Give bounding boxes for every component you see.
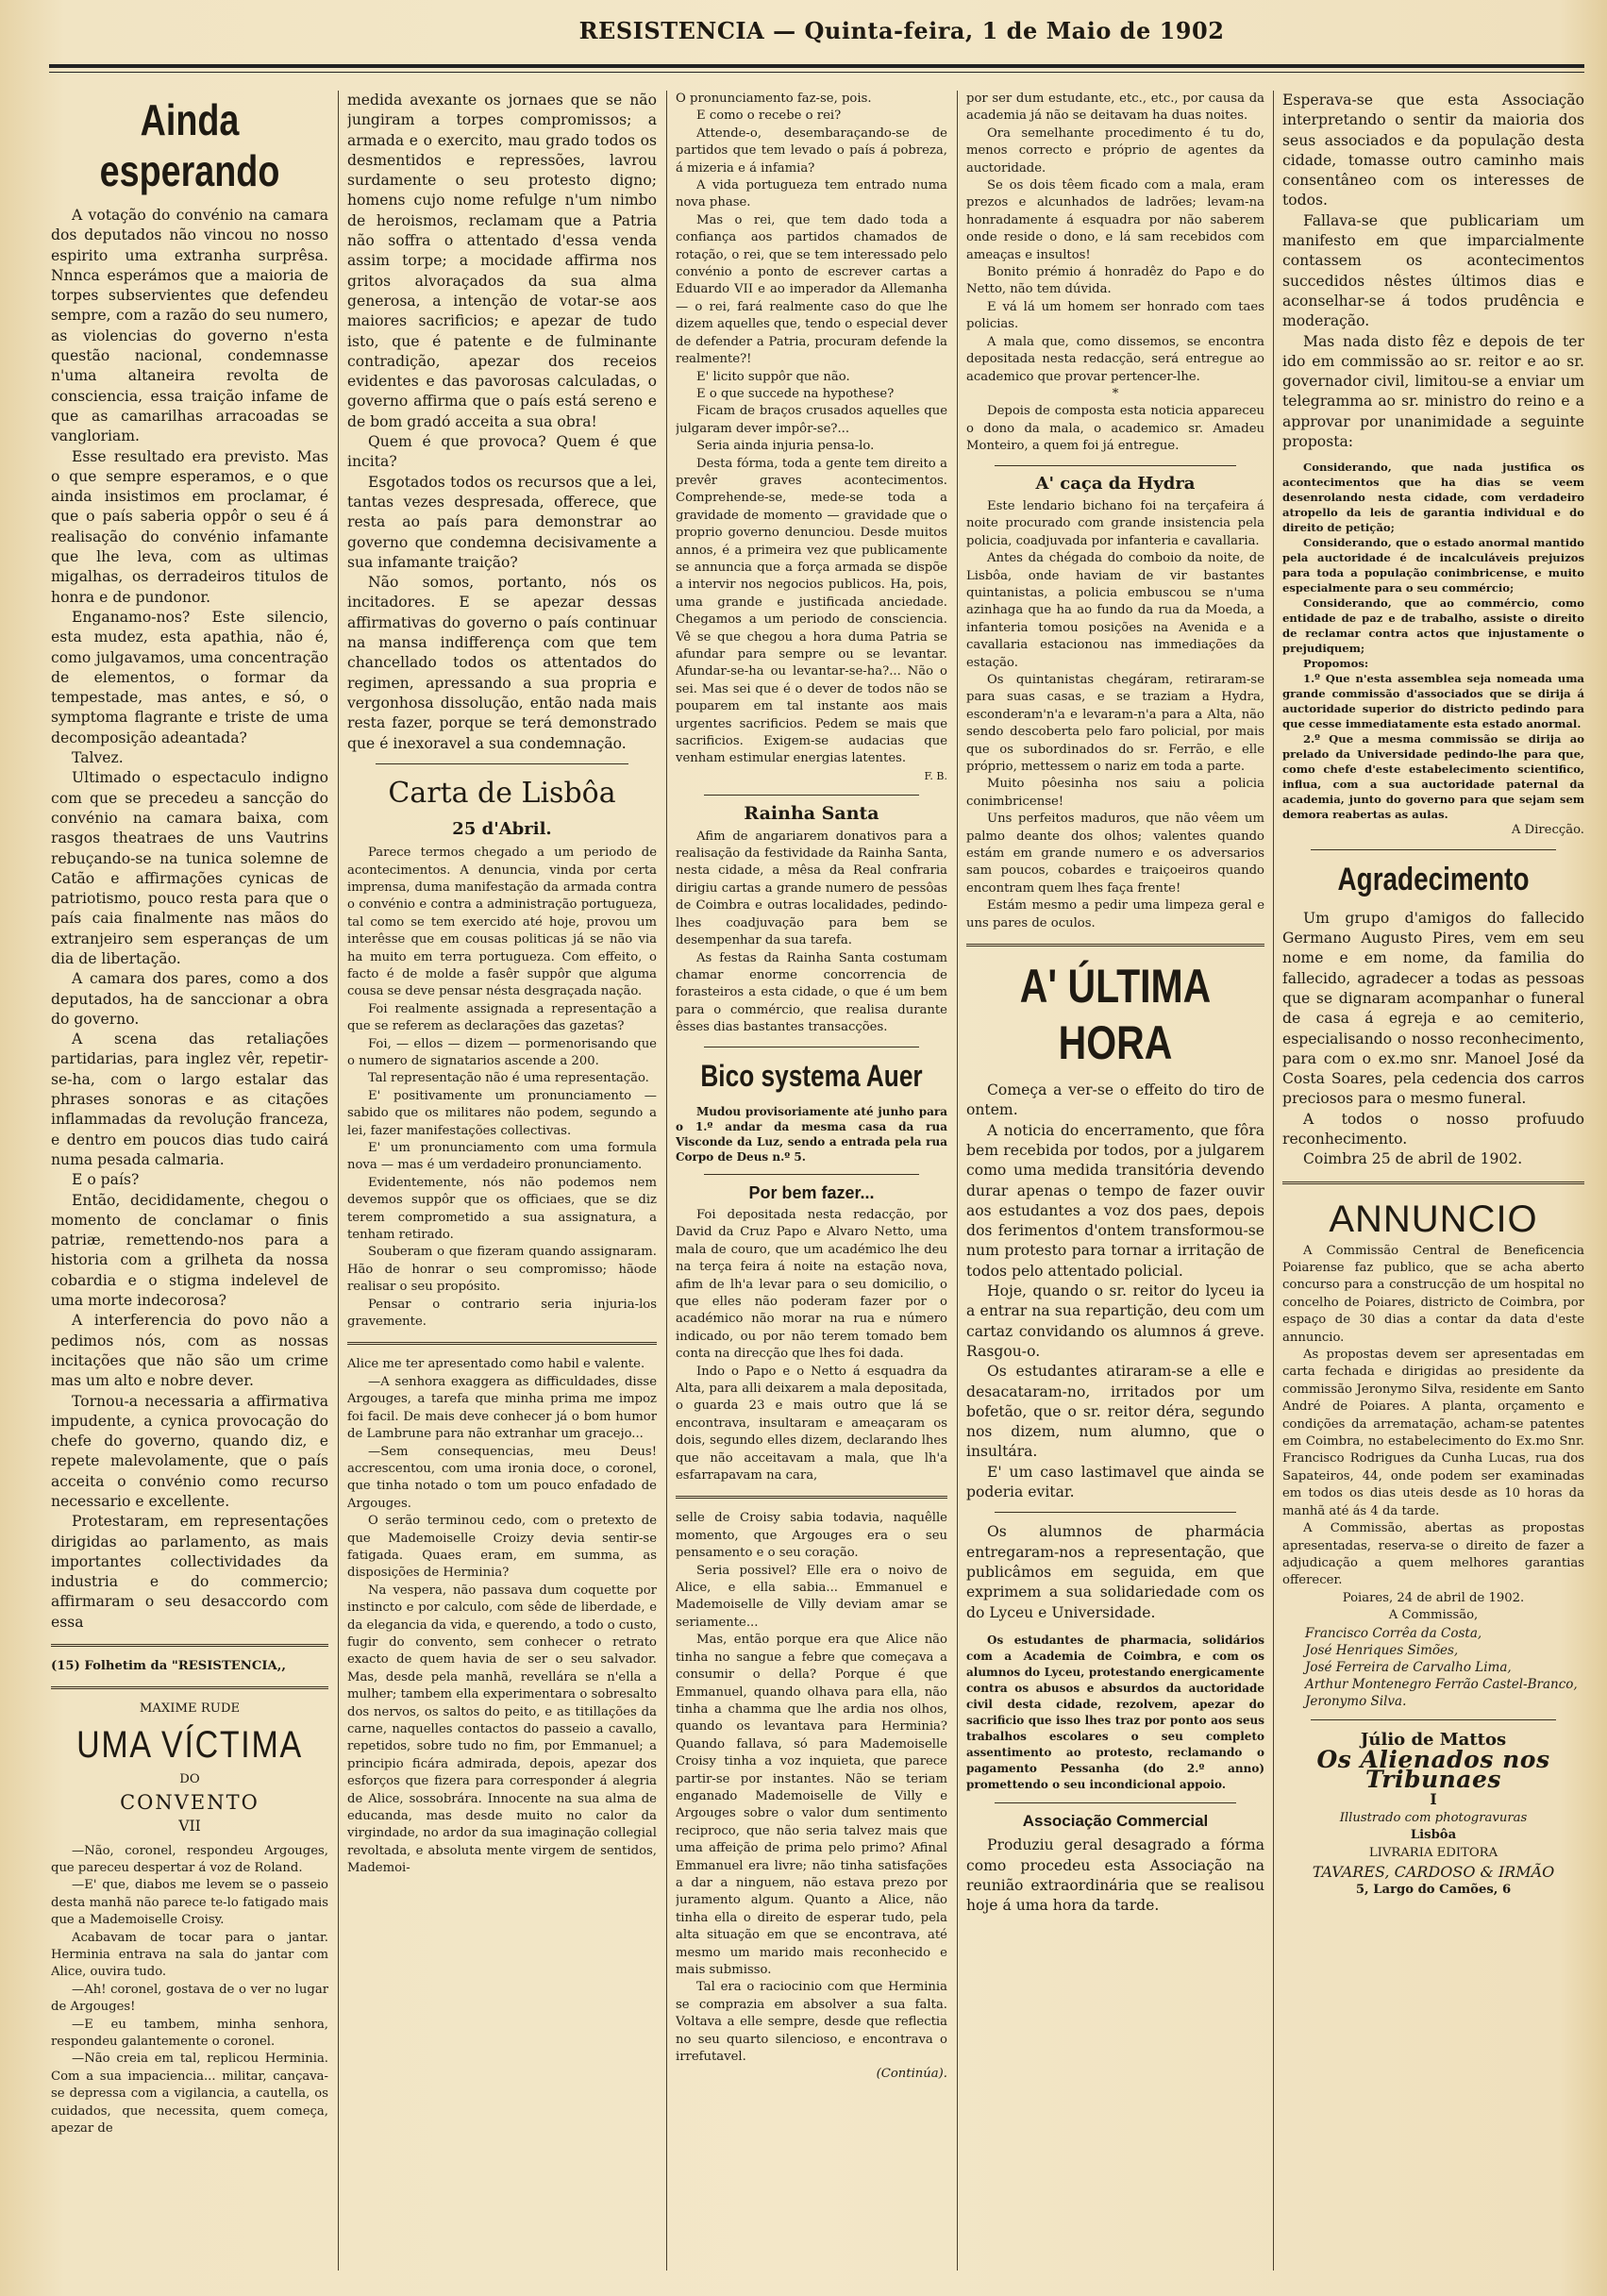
novel-body [347, 1356, 657, 1877]
paragraph: Enganamo-nos? Este silencio, esta mudez, esta apathia, não é, como julgavamos, uma concentração de elementos, o formar da tempestade, mas antes, e só, o symptoma flagrante e triste de uma decomposição adeantada? [51, 608, 328, 746]
paragraph: Mas nada disto fêz e depois de ter ido em commissão ao sr. reitor e ao sr. governador civil, limitou-se a enviar um telegramma ao sr. ministro do reino e a approvar por unanimidade a seguinte proposta: [1282, 332, 1584, 451]
paragraph: Considerando, que o estado anormal mantido pela auctoridade é de incalculáveis prejuizos para toda a população conimbricense, e muito especialmente para o seu commércio; [1282, 536, 1584, 595]
column-divider [957, 91, 958, 2271]
paragraph: Bonito prémio á honradêz do Papo e do Netto, não tem dúvida. [966, 265, 1264, 297]
book-volume: I [1430, 1790, 1437, 1809]
paragraph: —E' que, diabos me levem se o passeio desta manhã não parece te-lo fatigado mais que a Mademoiselle Croisy. [51, 1878, 328, 1928]
paragraph: A noticia do encerramento, que fôra bem recebida por todos, por a julgarem como uma medida transitória devendo durar apenas o tempo de fazer ouvir aos estudantes a voz dos paes, depois dos ferimentos d'ontem transformou-se num protesto para tornar a irritação de todos pelo attentado policial. [966, 1121, 1264, 1280]
paragraph: Attende-o, desembaraçando-se de partidos que tem levado o país á pobreza, á mizeria e á infamia? [676, 126, 947, 176]
novel-title-do: DO [179, 1771, 200, 1786]
paragraph: Começa a ver-se o effeito do tiro de ontem. [966, 1081, 1264, 1119]
section-rule [51, 1644, 328, 1647]
paragraph: Este lendario bichano foi na terçafeira á noite procurado com grande insistencia pela policia, coadjuvada por infanteria e cavallaria. [966, 498, 1264, 548]
paragraph: Foi realmente assignada a representação a que se referem as declarações das gazetas? [347, 1001, 657, 1034]
paragraph: Ficam de braços crusados aquelles que julgaram dever impôr-se?... [676, 404, 947, 436]
paragraph: Então, decididamente, chegou o momento de conclamar o finis patriæ, remettendo-nos para a historia com a grilheta da nossa cobardia e o stigma indelevel de uma morte indecorosa? [51, 1191, 328, 1310]
carta-body [347, 845, 657, 1331]
paragraph: Alice me ter apresentado como habil e valente. [347, 1357, 645, 1372]
paragraph: A scena das retaliações partidarias, para inglez vêr, repetir-se-ha, com o largo estalar das phrases sonoras e as citações inflammadas da revolução franceza, e dentro em poucos dias tudo cairá numa pesada calmaria. [51, 1031, 328, 1168]
book-subtitle: Illustrado com photogravuras [1339, 1810, 1528, 1825]
paragraph: medida avexante os jornaes que se não jungiram a torpes compromissos; a armada e o exercito, mau grado todos os desmentidos e repressões, lavrou surdamente o seu protesto digno; homens cujo nome refulge n'um nimbo de heroismos, reclamam que a Patria não soffra o attentado d'essa venda assim torpe; a mocidade affirma nos gritos alvoraçados da sua alma generosa, a intenção de votar-se aos maiores sacrificios; e apezar de tudo isto, que é patente e de fulminante contradição, apezar dos receios evidentes e das pavorosas calculadas, o governo affirma que o país está sereno e de bom gradó acceita a sua obra! [347, 92, 657, 430]
novel-author: MAXIME RUDE [139, 1701, 241, 1717]
paragraph: —Não creia em tal, replicou Herminia. Com a sua impaciencia... militar, cançava-se depressa com a vigilancia, a cautella, os cuidados, que necessita, quem começa, apezar de [51, 2052, 328, 2137]
paragraph: Produziu geral desagrado a fórma como procedeu esta Associação na reunião extraordinária que se realisou hoje á uma hora da tarde. [966, 1836, 1264, 1915]
column-3 [676, 91, 947, 2271]
paragraph: Ora semelhante procedimento é tu do, menos correcto e próprio de agentes da auctoridade. [966, 126, 1264, 176]
paragraph: A Commissão Central de Beneficencia Poiarense faz publico, que se acha aberto concurso para a construcção de um hospital no concelho de Poiares, districto de Coimbra, por espaço de 30 dias a contar da data d'este annuncio. [1282, 1243, 1584, 1345]
paragraph: Esgotados todos os recursos que a lei, tantas vezes despresada, offerece, que resta ao país para demonstrar ao governo que condemna decisivamente a sua infamante traição? [347, 473, 657, 571]
section-rule [704, 795, 919, 796]
paragraph: A vida portugueza tem entrado numa nova phase. [676, 178, 947, 210]
paragraph: Coimbra 25 de abril de 1902. [1303, 1150, 1523, 1168]
paragraph: Tornou-a necessaria a affirmativa impudente, a cynica provocação do chefe do governo, quando diz, e repete malevolamente, que o país acceita o convénio como recurso necessario e excellente. [51, 1392, 328, 1510]
paragraph: por ser dum estudante, etc., etc., por causa da academia já não se deitavam ha duas noites. [966, 92, 1264, 124]
paragraph: E' positivamente um pronunciamento — sabido que os militares não podem, segundo a lei, fazer manifestações collectivas. [347, 1088, 657, 1138]
section-rule [1311, 1719, 1556, 1720]
name: José Henriques Simões, [1305, 1642, 1459, 1658]
chapter-number: VII [178, 1818, 201, 1835]
signature: F. B. [924, 769, 947, 782]
annuncio-heading: ANNUNCIO [1329, 1198, 1538, 1240]
paragraph: selle de Croisy sabia todavia, naquêlle momento, que Argouges era o seu pensamento e o seu coração. [676, 1511, 947, 1561]
paragraph: As propostas devem ser apresentadas em carta fechada e dirigidas ao presidente da commissão Jeronymo Silva, residente em Santo André de Poiares. A planta, orçamento e condições da arrematação, acham-se patentes em Coimbra, no estabelecimento do Ex.mo Snr. Francisco Rodrigues da Cunha Lucas, rua dos Sapateiros, 44, onde podem ser examinadas em todos os dias uteis desde as 10 horas da manhã até ás 4 da tarde. [1282, 1348, 1584, 1518]
paragraph: Estám mesmo a pedir uma limpeza geral e uns pares de oculos. [966, 898, 1264, 930]
column-1 [51, 91, 328, 2271]
paragraph: E' licito suppôr que não. [696, 369, 850, 384]
star-separator: * [1112, 386, 1119, 401]
column-4 [966, 91, 1264, 2271]
paragraph: Tal era o raciocinio com que Herminia se comprazia em absolver a sua falta. Voltava a elle sempre, desde que reflectia no seu quarto silencioso, e encontrava o irrefutavel. [676, 1980, 947, 2065]
rainha-heading: Rainha Santa [744, 803, 879, 825]
paragraph: A camara dos pares, como a dos deputados, ha de sanccionar a obra do governo. [51, 970, 328, 1028]
book-address: 5, Largo do Camões, 6 [1355, 1883, 1512, 1898]
paragraph: O serão terminou cedo, com o pretexto de que Mademoiselle Croizy devia sentir-se fatigada. Quaes eram, em summa, as disposições de Herminia? [347, 1514, 657, 1581]
book-publisher: TAVARES, CARDOSO & IRMÃO [1312, 1862, 1555, 1881]
carta-date: 25 d'Abril. [452, 818, 552, 839]
name: José Ferreira de Carvalho Lima, [1305, 1659, 1512, 1675]
paragraph: Uns perfeitos maduros, que não vêem um palmo deante dos olhos; valentes quando estám em grande numero e os adversarios sam poucos, cobardes e traiçoeiros quando encontram quem lhes faça frente! [966, 812, 1264, 896]
section-rule [1311, 849, 1556, 850]
paragraph: Se os dois têem ficado com a mala, eram prezos e alcunhados de ladrões; levam-na honradamente á esquadra por não saberem onde reside o dono, e lá sam recebidos com ameaças e insultos! [966, 178, 1264, 262]
book-author: Júlio de Mattos [1360, 1729, 1507, 1750]
paragraph: O pronunciamento faz-se, pois. [676, 92, 872, 106]
column-divider [1273, 91, 1274, 2271]
paragraph: Foi depositada nesta redacção, por David da Cruz Papo e Alvaro Netto, uma mala de couro, que um académico lhe deu na terça feira á noite na estação nova, afim de lh'a levar para o seu domicilio, o que elles não poderam fazer por o académico não morar na rua e número indicado, ou por não terem tomado bem conta na direcção que lhes foi dada. [676, 1207, 947, 1362]
paragraph: E' um pronunciamento com uma formula nova — mas é um verdadeiro pronunciamento. [347, 1141, 657, 1173]
paragraph: —E eu tambem, minha senhora, respondeu galantemente o coronel. [51, 2017, 328, 2050]
paragraph: A mala que, como dissemos, se encontra depositada nesta redacção, será entregue ao academico que provar pertencer-lhe. [966, 334, 1264, 384]
ultima-hora-body [966, 1081, 1264, 1623]
paragraph: Considerando, que nada justifica os acontecimentos que ha dias se veem desenrolando nesta cidade, com verdadeiro atropello da leis de garantia individual e do direito de petição; [1282, 461, 1584, 535]
commission-names [1282, 1625, 1584, 1710]
paragraph: E vá lá um homem ser honrado com taes policias. [966, 299, 1264, 332]
paragraph: As festas da Rainha Santa costumam chamar enorme concorrencia de forasteiros a esta cidade, o que é um bem para o commércio, que realisa durante êsses dias bastantes transacções. [676, 950, 947, 1035]
paragraph: Mas o rei, que tem dado toda a confiança aos partidos chamados de rotação, o rei, que se tem interessado pelo convénio a ponto de escrever cartas a Eduardo VII e ao imperador da Allemanha — o rei, fará realmente caso do que lhe dizem aquelles que, tendo o especial dever de defender a Patria, procuram defende la realmente?! [676, 212, 947, 367]
section-rule [51, 1686, 328, 1689]
paragraph: Esse resultado era previsto. Mas o que sempre esperamos, e o que ainda insistimos em proclamar, é que o país saberia oppôr o seu é á realisação do convénio infamante que lhe leva, com as ultimas migalhas, os derradeiros titulos de honra e de pundonor. [51, 447, 328, 606]
section-rule [704, 1174, 919, 1175]
bico-heading: Bico systema Auer [700, 1058, 923, 1093]
section-rule [966, 944, 1264, 947]
paragraph: Muito pôesinha nos saiu a policia conimbricense! [966, 777, 1264, 809]
section-rule [995, 1802, 1236, 1803]
paragraph: 1.º Que n'esta assemblea seja nomeada uma grande commissão d'associados que se dirija á auctoridade superior do districto pedindo para que cesse immediatamente esta estado anormal. [1282, 672, 1584, 731]
paragraph: Na vespera, não passava dum coquette por instincto e por calculo, com sêde de liberdade, e da elegancia da vida, e querendo, a todo o custo, fugir do convento, sem conhecer o retrato exacto de quem havia de ser o seu salvador. Mas, desde pela manhã, revellára se n'ella a mulher; tambem ella experimentara o sobresalto dos nervos, os saltos do peito, e as titillações da carne, naquelles contactos do passeio a cavallo, repetidos, sobre tudo no fim, por Emmanuel; a principio ficára admirada, depois, apezar dos esforços que fizera para corresponder á alegria de Alice, sossobrára. Innocente na sua alma de educanda, mas desde muito no calor da virgindade, no ardor da sua imaginação collegial revoltada, e absoluta mente virgem de sentidos, Mademoi- [347, 1583, 657, 1876]
assoc-heading: Associação Commercial [1022, 1811, 1209, 1830]
paragraph: —A senhora exaggera as difficuldades, disse Argouges, a tarefa que minha prima me impoz foi facil. De mais deve conhecer já o bom humor de Lambrune para não extranhar um gracejo... [347, 1374, 657, 1442]
paragraph: Esperava-se que esta Associação interpretando o sentir da maioria dos seus associados e da população desta cidade, tomasse outro caminho mais consentâneo com os interesses de todos. [1282, 92, 1584, 209]
paragraph: —Sem consequencias, meu Deus! accrescentou, com uma ironia doce, o coronel, que tinha notado o tom um pouco enfadado de Argouges. [347, 1444, 657, 1511]
paragraph: A todos o nosso profuudo reconhecimento. [1282, 1110, 1584, 1148]
book-title: Os Alienados nos Tribunaes [1316, 1745, 1550, 1794]
paragraph: 2.º Que a mesma commissão se dirija ao prelado da Universidade pedindo-lhe para que, como chefe d'este estabelecimento scientifico, influa, com a sua auctoridade paternal da academia, junto do governo para que sejam sem demora reabertas as aulas. [1282, 732, 1584, 822]
paragraph: Seria possivel? Elle era o noivo de Alice, e ella sabia... Emmanuel e Mademoiselle de Villy deviam amar se seriamente... [676, 1563, 947, 1630]
article-body [51, 206, 328, 1633]
paragraph: Considerando, que ao commércio, como entidade de paz e de trabalho, assiste o direito de reclamar contra actos que injustamente o prejudiquem; [1282, 596, 1584, 656]
paragraph: —Não, coronel, respondeu Argouges, que pareceu despertar á voz de Roland. [51, 1843, 328, 1875]
section-rule [376, 763, 628, 764]
paragraph: E' um caso lastimavel que ainda se poderia evitar. [966, 1463, 1264, 1501]
paragraph: Os estudantes atiraram-se a elle e desacataram-no, irritados por um bofetão, que o sr. reitor déra, segundo nos dizem, num alumno, que o insultára. [966, 1363, 1264, 1461]
paragraph: Evidentemente, nós não podemos nem devemos suppôr que os officiaes, que se diz terem comprometido a sua assignatura, a tenham retirado. [347, 1175, 657, 1243]
section-rule [995, 1512, 1236, 1513]
masthead-title: RESISTENCIA — Quinta-feira, 1 de Maio de 1902 [578, 17, 1225, 44]
paragraph: Quem é que provoca? Quem é que incita? [347, 433, 657, 471]
paragraph: Não somos, portanto, nós os incitadores. E se apezar dessas affirmativas do governo o país continuar na mansa indifferença com que tem chancellado todos os attentados do regimen, apressando a sua propria e vergonhosa dissolução, então nada mais resta fazer, porque se terá demonstrado que é inexoravel a sua condemnação. [347, 574, 657, 752]
paragraph: Mas, então porque era que Alice não tinha no sangue a febre que começava a consumir o della? Porque é que Emmanuel, quando olhava para ella, não tinha a chamma que lhe ardia nos olhos, quando os levantava para Herminia? Quando fallava, só para Mademoiselle Croisy tinha a voz inquieta, que parece partir-se por instantes. Não se teriam enganado Mademoiselle de Villy e Argouges sobre o valor dum sentimento reciproco, que não seria talvez mais que uma affeição de prima pelo primo? Afinal Emmanuel era livre; não tinha satisfações a dar a ninguem, não estava prezo por juramento algum. Quanto a Alice, não tinha ella o direito de esperar tudo, pela alta situação em que se encontrava, até mesmo um marido mais reconhecido e mais submisso. [676, 1633, 947, 1977]
masthead [49, 17, 1584, 81]
paragraph: Desta fórma, toda a gente tem direito a prevêr graves acontecimentos. Comprehende-se, mede-se toda a gravidade de momento — gravidade que o proprio governo denunciou. Desde muitos annos, é a primeira vez que publicamente se annuncia que a força armada se dispõe a intervir nos negocios publicos. Ha, pois, uma grande e justificada anciedade. Chegamos a um periodo de consciencia. Vê se que chegou a hora duma Patria se afundar para sempre ou se levantar. Afundar-se-ha ou levantar-se-ha?... Não o sei. Mas sei que é o dever de todos não se pouparem em tal instante aos mais urgentes sacrificios. Pedem se mais que sacrificios. Exigem-se audacias que venham estimular energias latentes. [676, 456, 947, 766]
paragraph: Souberam o que fizeram quando assignaram. Hão de honrar o seu compromisso; hãode realisar o seu propósito. [347, 1245, 657, 1295]
masthead-thick-rule [49, 64, 1584, 68]
masthead-thin-rule [49, 72, 1584, 73]
direccao-signature: A Direcção. [1511, 823, 1584, 838]
continua-label: (Continúa). [876, 2067, 947, 2082]
novel-body [51, 1843, 328, 2138]
novel-title: UMA VÍCTIMA [76, 1723, 303, 1766]
annuncio-commissao: A Commissão, [1388, 1608, 1479, 1623]
column-divider [666, 91, 667, 2271]
paragraph: Tal representação não é uma representação. [368, 1071, 649, 1086]
paragraph: Um grupo d'amigos do fallecido Germano Augusto Pires, vem em seu nome e em nome, da familia do fallecido, agradecer a todas as pessoas que se dignaram acompanhar o funeral de casa á egreja e ao cemiterio, especialisando o nosso reconhecimento, para com o ex.mo snr. Manoel José da Costa Soares, pela cedencia dos carros preciosos para o mesmo funeral. [1282, 909, 1584, 1108]
book-publisher-label: LIVRARIA EDITORA [1368, 1845, 1498, 1860]
name: Arthur Montenegro Ferrão Castel-Branco, [1305, 1676, 1578, 1692]
paragraph: Acabavam de tocar para o jantar. Herminia entrava na sala do jantar com Alice, ouvira tudo. [51, 1930, 328, 1980]
paragraph: Hoje, quando o sr. reitor do lyceu ia a entrar na sua repartição, deu com um cartaz convidando os alumnos á greve. Rasgou-o. [966, 1282, 1264, 1360]
paragraph: A interferencia do povo não a pedimos nós, com as nossas incitações que não são um crime mas um alto e nobre dever. [51, 1312, 328, 1390]
bico-notice: Mudou provisoriamente até junho para o 1.º andar da mesma casa da rua Visconde da Luz, sendo a entrada pela rua Corpo de Deus n.º 5. [676, 1104, 947, 1164]
section-rule [676, 1496, 947, 1499]
column-5 [1282, 91, 1584, 2271]
section-rule [347, 1342, 657, 1345]
name: Jeronymo Silva. [1305, 1693, 1407, 1709]
paragraph: A votação do convénio na camara dos deputados não vincou no nosso espirito uma extranha surprêsa. Nnnca esperámos que a maioria de torpes subservientes que defendeu sempre, com a razão do seu numero, as violencias do governo n'esta questão nacional, condemnasse n'uma altaneira revolta de consciencia, essa traição infame de que as camarilhas arracoadas se vangloriam. [51, 207, 328, 445]
column-2 [347, 91, 657, 2271]
paragraph: Talvez. [72, 749, 124, 767]
paragraph: Propomos: [1303, 657, 1369, 671]
pharm-protest: Os estudantes de pharmacia, solidários com a Academia de Coimbra, e com os alumnos do Lyceu, protestando energicamente contra os abusos e absurdos da auctoridade civil desta cidade, rezolvem, apezar do sacrificio que isso lhes traz por ponto aos seus trabalhos escolares o seu completo assentimento ao protesto, reclamando o pagamento Pessanha (do 2.º anno) promettendo o seu incondicional appoio. [966, 1633, 1264, 1791]
paragraph: Parece termos chegado a um periodo de acontecimentos. A denuncia, vinda por certa imprensa, duma manifestação da armada contra o convénio e contra a administração portugueza, tal como se tem exercido até hoje, provou um interêsse que em cousas politicas já se não via ha muito em terra portugueza. Com effeito, o facto é de molde a fasêr suppôr que alguma cousa se deve pensar nésta desgraçada nação. [347, 846, 657, 999]
resolution [1282, 460, 1584, 822]
bem-heading: Por bem fazer... [748, 1182, 875, 1202]
paragraph: Afim de angariarem donativos para a realisação da festividade da Rainha Santa, nesta cidade, a mêsa da Real confraria dirigiu cartas a grande numero de pessôas de Coimbra e outras localidades, pedindo-lhes coadjuvação para bem se desempenhar da sua tarefa. [676, 829, 947, 948]
column-divider [338, 91, 339, 2271]
hydra-heading: A' caça da Hydra [1035, 473, 1196, 494]
paragraph: Os quintanistas chegáram, retiraram-se para suas casas, e se traziam a Hydra, esconderam'n'a e levaram-n'a para a Alta, não sendo descoberta pelo faro policial, por mais que os subordinados do sr. Ferrão, e elle próprio, mettessem o nariz em toda a parte. [966, 673, 1264, 775]
paragraph: A Commissão, abertas as propostas apresentadas, reserva-se o direito de fazer a adjudicação a quem melhores garantias offerecer. [1282, 1521, 1584, 1588]
annuncio-body [1282, 1243, 1584, 1625]
paragraph: —Ah! coronel, gostava de o ver no lugar de Argouges! [51, 1982, 328, 2015]
paragraph: Ultimado o espectaculo indigno com que se precedeu a sancção do convénio na camara baixa, com rasgos theatraes de uns Vautrins rebuçando-se na tunica solemne de Catão e affirmações cynicas de patriotismo, pouco resta para que o país caia finalmente nas mãos do extranjeiro sem esperanças de um dia de libertação. [51, 769, 328, 967]
paragraph: Pensar o contrario seria injuria-los gravemente. [347, 1297, 657, 1330]
novel-subtitle: CONVENTO [120, 1791, 259, 1815]
section-rule [1282, 1182, 1584, 1184]
carta-heading: Carta de Lisbôa [388, 776, 616, 810]
paragraph: E como o recebe o rei? [696, 109, 842, 124]
ultima-hora-heading: A' ÚLTIMA HORA [1019, 960, 1212, 1070]
paragraph: E o país? [72, 1171, 140, 1189]
paragraph: Indo o Papo e o Netto á esquadra da Alta, para alli deixarem a mala depositada, o guarda 23 e mais outro que lá se encontrava, insultaram e ameaçaram os dois, segundo elles dizem, declarando lhes que não acceitavam a mala, que lh'a esfarrapavam na cara, [676, 1364, 947, 1483]
paragraph: E o que succede na hypothese? [696, 386, 895, 401]
book-city: Lisbôa [1410, 1828, 1457, 1843]
paragraph: Seria ainda injuria pensa-lo. [696, 439, 875, 454]
paragraph: Fallava-se que publicariam um manifesto em que imparcialmente contassem os acontecimentos succedidos nêstes últimos dias e aconselhar-se á todos prudência e moderação. [1282, 211, 1584, 330]
agradecimento-heading: Agradecimento [1337, 861, 1530, 897]
folhetim-label: (15) Folhetim da "RESISTENCIA,, [51, 1659, 286, 1674]
paragraph: Depois de composta esta noticia appareceu o dono da mala, o academico sr. Amadeu Monteiro, a quem foi já entregue. [966, 404, 1264, 454]
paragraph: Os alumnos de pharmácia entregaram-nos a representação, que publicâmos em seguida, em que exprimem a sua solidariedade com os do Lyceu e Universidade. [966, 1523, 1264, 1621]
article-heading: Ainda esperando [99, 95, 280, 195]
paragraph: Foi, — ellos — dizem — pormenorisando que o numero de signatarios ascende a 200. [347, 1036, 657, 1068]
annuncio-date: Poiares, 24 de abril de 1902. [1342, 1590, 1525, 1605]
section-rule [995, 465, 1236, 466]
name: Francisco Corrêa da Costa, [1305, 1625, 1482, 1641]
paragraph: Antes da chégada do comboio da noite, de Lisbôa, onde haviam de vir bastantes quintanistas, a policia embuscou se n'uma azinhaga que ha ao fundo da rua da Moeda, a infanteria tomou posições na Avenida e a cavallaria estacionou nas immediações da estação. [966, 551, 1264, 670]
paragraph: Protestaram, em representações dirigidas ao parlamento, as mais importantes collectividades da industria e do commercio; affirmaram o seu desaccordo com essa [51, 1513, 328, 1631]
